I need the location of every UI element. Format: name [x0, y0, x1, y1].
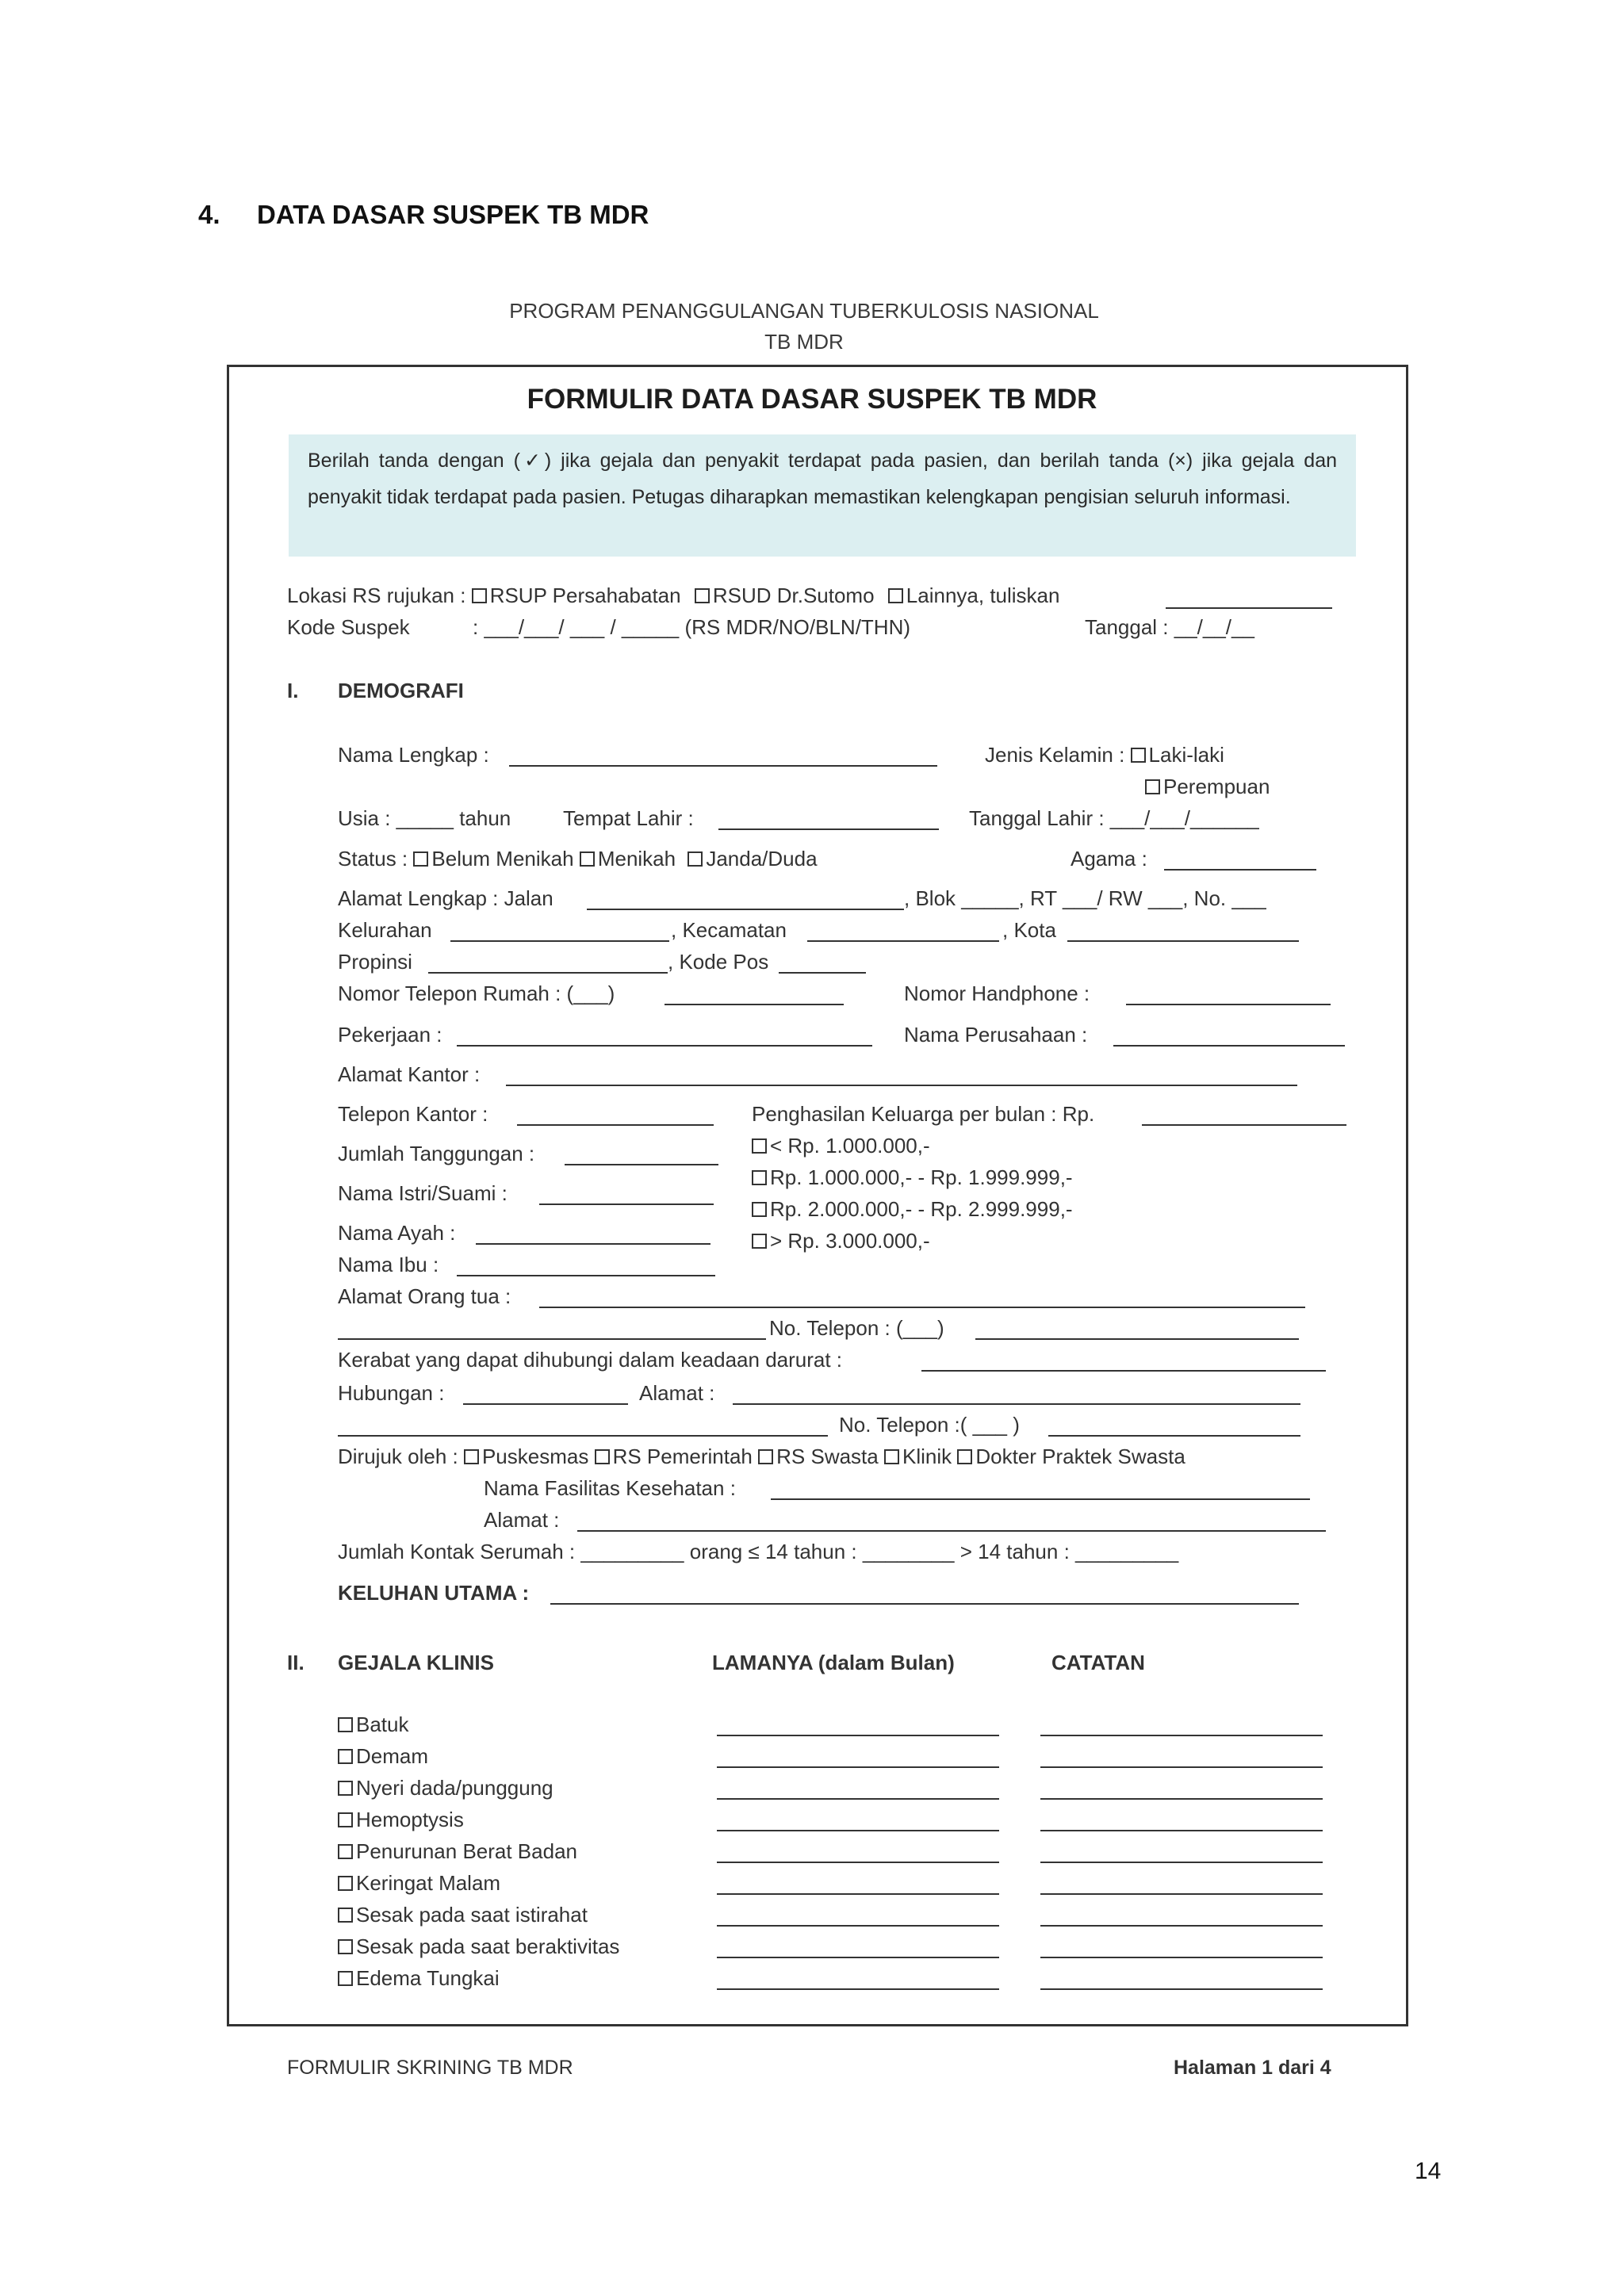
- penghasilan-line[interactable]: [1142, 1124, 1346, 1126]
- income-1-label: < Rp. 1.000.000,-: [770, 1134, 930, 1158]
- rsup-label: RSUP Persahabatan: [489, 584, 681, 607]
- nama-line[interactable]: [509, 765, 937, 767]
- klinik-checkbox[interactable]: [884, 1449, 899, 1464]
- kota-label: , Kota: [1002, 918, 1056, 942]
- kecamatan-label: , Kecamatan: [671, 918, 787, 942]
- catatan-line[interactable]: [1040, 1766, 1323, 1768]
- telp-kantor-label: Telepon Kantor :: [338, 1102, 488, 1126]
- gejala-item: [338, 1903, 588, 1927]
- kodepos-line[interactable]: [779, 972, 866, 974]
- dirujuk-label: Dirujuk oleh :: [338, 1445, 458, 1468]
- gejala-item: [338, 1712, 409, 1737]
- ibu-line[interactable]: [457, 1275, 715, 1276]
- gejala-label: Nyeri dada/punggung: [356, 1776, 553, 1800]
- puskesmas-label: Puskesmas: [481, 1445, 589, 1468]
- hubungan-label: Hubungan :: [338, 1381, 445, 1405]
- ayah-label: Nama Ayah :: [338, 1221, 456, 1245]
- gejala-item: [338, 1744, 428, 1769]
- perusahaan-label: Nama Perusahaan :: [904, 1023, 1088, 1047]
- alamat-kerabat-label: Alamat :: [639, 1381, 715, 1405]
- gejala-number: II.: [287, 1651, 304, 1674]
- gejala-item: [338, 1776, 553, 1800]
- pekerjaan-label: Pekerjaan :: [338, 1023, 442, 1047]
- lainnya-line[interactable]: [1166, 607, 1332, 609]
- blok-field[interactable]: , Blok _____, RT ___/ RW ___, No. ___: [904, 886, 1266, 910]
- lamanya-line[interactable]: [717, 1957, 999, 1958]
- perempuan-checkbox[interactable]: [1145, 779, 1160, 794]
- gejala-item: [338, 1839, 577, 1864]
- gejala-checkbox[interactable]: [338, 1908, 353, 1923]
- telp-kantor-line[interactable]: [517, 1124, 714, 1126]
- rsup-checkbox[interactable]: [472, 588, 487, 603]
- alamat-kerabat-line-2[interactable]: [338, 1435, 828, 1437]
- ortu-line[interactable]: [539, 1307, 1305, 1308]
- tempat-lahir-line[interactable]: [718, 828, 939, 830]
- gejala-checkbox[interactable]: [338, 1971, 353, 1986]
- tanggungan-label: Jumlah Tanggungan :: [338, 1142, 535, 1165]
- kecamatan-line[interactable]: [807, 940, 999, 942]
- rs-swasta-checkbox[interactable]: [758, 1449, 773, 1464]
- rs-swasta-label: RS Swasta: [776, 1445, 879, 1468]
- janda-label: Janda/Duda: [706, 847, 818, 871]
- keluhan-label: KELUHAN UTAMA :: [338, 1581, 530, 1605]
- alamat-label: Alamat Lengkap : Jalan: [338, 886, 553, 910]
- catatan-line[interactable]: [1040, 1798, 1323, 1800]
- klinik-label: Klinik: [902, 1445, 952, 1468]
- tanggungan-line[interactable]: [565, 1164, 718, 1165]
- income-4-checkbox[interactable]: [752, 1234, 767, 1249]
- istri-line[interactable]: [539, 1203, 714, 1205]
- perempuan-row: [1145, 775, 1270, 799]
- agama-label: Agama :: [1071, 847, 1147, 871]
- lamanya-header: LAMANYA (dalam Bulan): [712, 1651, 955, 1674]
- section-title: DATA DASAR SUSPEK TB MDR: [257, 200, 649, 229]
- kerabat-telp-label: No. Telepon :( ___ ): [839, 1413, 1020, 1437]
- alamat-line[interactable]: [587, 909, 904, 910]
- ayah-line[interactable]: [476, 1243, 710, 1245]
- dokter-checkbox[interactable]: [957, 1449, 972, 1464]
- gejala-label: Demam: [356, 1744, 429, 1768]
- income-3-label: Rp. 2.000.000,- - Rp. 2.999.999,-: [770, 1197, 1073, 1221]
- instruction-box: Berilah tanda dengan (✓) jika gejala dan penyakit terdapat pada pasien, dan berilah tanda (×) jika gejala dan penyakit tidak terdapat pada pasien. Petugas diharapkan memastikan kelengkapan pengisian seluruh informasi.: [289, 434, 1356, 557]
- demografi-number: I.: [287, 679, 299, 702]
- income-1-checkbox[interactable]: [752, 1138, 767, 1154]
- catatan-line[interactable]: [1040, 1735, 1323, 1736]
- lamanya-line[interactable]: [717, 1798, 999, 1800]
- fasilitas-label: Nama Fasilitas Kesehatan :: [484, 1476, 736, 1500]
- status-row: [338, 847, 818, 871]
- kode-field[interactable]: : ___/___/ ___ / _____ (RS MDR/NO/BLN/THN): [473, 615, 911, 639]
- gejala-label: Sesak pada saat istirahat: [356, 1903, 588, 1927]
- ortu-line-2[interactable]: [338, 1338, 766, 1340]
- income-3: [752, 1197, 1073, 1222]
- catatan-line[interactable]: [1040, 1957, 1323, 1958]
- lamanya-line[interactable]: [717, 1766, 999, 1768]
- kerabat-line[interactable]: [921, 1370, 1326, 1372]
- gejala-label: Hemoptysis: [356, 1808, 464, 1831]
- fasilitas-line[interactable]: [771, 1498, 1310, 1500]
- status-label: Status :: [338, 847, 408, 871]
- kerabat-label: Kerabat yang dapat dihubungi dalam keadaan darurat :: [338, 1348, 843, 1372]
- gejala-checkbox[interactable]: [338, 1781, 353, 1796]
- form-title: FORMULIR DATA DASAR SUSPEK TB MDR: [527, 384, 1097, 415]
- usia-field[interactable]: Usia : _____ tahun: [338, 806, 511, 830]
- agama-line[interactable]: [1164, 869, 1316, 871]
- gejala-item: [338, 1966, 500, 1991]
- gejala-item: [338, 1934, 619, 1959]
- gejala-checkbox[interactable]: [338, 1939, 353, 1954]
- alamat-kerabat-line[interactable]: [733, 1403, 1300, 1405]
- lamanya-line[interactable]: [717, 1862, 999, 1863]
- janda-checkbox[interactable]: [688, 851, 703, 867]
- rs-pemerintah-checkbox[interactable]: [595, 1449, 610, 1464]
- lamanya-line[interactable]: [717, 1988, 999, 1990]
- laki-checkbox[interactable]: [1131, 748, 1146, 763]
- lamanya-line[interactable]: [717, 1925, 999, 1927]
- ortu-label: Alamat Orang tua :: [338, 1284, 511, 1308]
- penghasilan-label: Penghasilan Keluarga per bulan : Rp.: [752, 1102, 1095, 1126]
- gejala-title: GEJALA KLINIS: [338, 1651, 494, 1674]
- hubungan-line[interactable]: [463, 1403, 628, 1405]
- income-1: [752, 1134, 930, 1158]
- gejala-label: Batuk: [356, 1712, 409, 1736]
- perusahaan-line[interactable]: [1113, 1045, 1345, 1047]
- tanggal-field[interactable]: Tanggal : __/__/__: [1085, 615, 1254, 639]
- propinsi-line[interactable]: [428, 972, 668, 974]
- gejala-checkbox[interactable]: [338, 1812, 353, 1827]
- income-2-label: Rp. 1.000.000,- - Rp. 1.999.999,-: [770, 1165, 1073, 1189]
- kota-line[interactable]: [1067, 940, 1299, 942]
- income-3-checkbox[interactable]: [752, 1202, 767, 1217]
- gejala-item: [338, 1808, 464, 1832]
- kerabat-telp-line[interactable]: [1048, 1435, 1300, 1437]
- dirujuk-row: [338, 1445, 1185, 1469]
- rs-pemerintah-label: RS Pemerintah: [612, 1445, 753, 1468]
- gejala-checkbox[interactable]: [338, 1876, 353, 1891]
- lokasi-row: [287, 584, 1059, 608]
- lamanya-line[interactable]: [717, 1830, 999, 1831]
- footer-page-info: Halaman 1 dari 4: [1174, 2057, 1331, 2079]
- ibu-label: Nama Ibu :: [338, 1253, 439, 1276]
- propinsi-label: Propinsi: [338, 950, 412, 974]
- gejala-label: Keringat Malam: [356, 1871, 501, 1895]
- income-2-checkbox[interactable]: [752, 1170, 767, 1185]
- catatan-line[interactable]: [1040, 1862, 1323, 1863]
- kelurahan-label: Kelurahan: [338, 918, 432, 942]
- telp-rumah-line[interactable]: [665, 1004, 844, 1005]
- kontak-serumah-field[interactable]: Jumlah Kontak Serumah : _________ orang ≤ 14 tahun : ________ > 14 tahun : _________: [338, 1540, 1179, 1563]
- dokter-label: Dokter Praktek Swasta: [975, 1445, 1185, 1468]
- page-number: 14: [1415, 2158, 1442, 2184]
- catatan-line[interactable]: [1040, 1893, 1323, 1895]
- kodepos-label: , Kode Pos: [668, 950, 769, 974]
- gejala-label: Sesak pada saat beraktivitas: [356, 1934, 620, 1958]
- income-2: [752, 1165, 1073, 1190]
- program-name: PROGRAM PENANGGULANGAN TUBERKULOSIS NASIONAL: [509, 299, 1099, 323]
- alamat-kantor-label: Alamat Kantor :: [338, 1062, 481, 1086]
- belum-menikah-label: Belum Menikah: [431, 847, 574, 871]
- pekerjaan-line[interactable]: [457, 1045, 872, 1047]
- gejala-checkbox[interactable]: [338, 1749, 353, 1764]
- laki-label: Laki-laki: [1148, 743, 1224, 767]
- alamat-fasilitas-line[interactable]: [577, 1530, 1326, 1532]
- catatan-line[interactable]: [1040, 1925, 1323, 1927]
- gejala-label: Penurunan Berat Badan: [356, 1839, 577, 1863]
- section-number: 4.: [198, 200, 220, 229]
- ortu-telp-line[interactable]: [975, 1338, 1299, 1340]
- catatan-line[interactable]: [1040, 1988, 1323, 1990]
- telp-rumah-label: Nomor Telepon Rumah : (___): [338, 982, 615, 1005]
- rsud-checkbox[interactable]: [695, 588, 710, 603]
- gejala-item: [338, 1871, 500, 1896]
- income-4-label: > Rp. 3.000.000,-: [770, 1229, 930, 1253]
- lamanya-line[interactable]: [717, 1893, 999, 1895]
- demografi-title: DEMOGRAFI: [338, 679, 464, 702]
- catatan-line[interactable]: [1040, 1830, 1323, 1831]
- hp-line[interactable]: [1126, 1004, 1331, 1005]
- menikah-label: Menikah: [597, 847, 676, 871]
- rsud-label: RSUD Dr.Sutomo: [712, 584, 875, 607]
- kode-label: Kode Suspek: [287, 615, 410, 639]
- lamanya-line[interactable]: [717, 1735, 999, 1736]
- gejala-checkbox[interactable]: [338, 1717, 353, 1732]
- lokasi-label: Lokasi RS rujukan :: [287, 584, 466, 607]
- perempuan-label: Perempuan: [1163, 775, 1270, 798]
- tempat-lahir-label: Tempat Lahir :: [563, 806, 694, 830]
- hp-label: Nomor Handphone :: [904, 982, 1090, 1005]
- lainnya-label: Lainnya, tuliskan: [906, 584, 1060, 607]
- catatan-header: CATATAN: [1051, 1651, 1145, 1674]
- footer-form-name: FORMULIR SKRINING TB MDR: [287, 2057, 573, 2079]
- keluhan-line[interactable]: [550, 1603, 1299, 1605]
- alamat-fasilitas-label: Alamat :: [484, 1508, 560, 1532]
- income-4: [752, 1229, 930, 1253]
- belum-menikah-checkbox[interactable]: [413, 851, 428, 867]
- istri-label: Nama Istri/Suami :: [338, 1181, 508, 1205]
- program-subtitle: TB MDR: [764, 330, 844, 354]
- tanggal-lahir-field[interactable]: Tanggal Lahir : ___/___/______: [969, 806, 1259, 830]
- ortu-telp-label: No. Telepon : (___): [769, 1316, 944, 1340]
- jk-row: [985, 743, 1224, 767]
- gejala-label: Edema Tungkai: [356, 1966, 500, 1990]
- nama-label: Nama Lengkap :: [338, 743, 489, 767]
- jk-label: Jenis Kelamin :: [985, 743, 1125, 767]
- menikah-checkbox[interactable]: [580, 851, 595, 867]
- alamat-kantor-line[interactable]: [506, 1085, 1297, 1086]
- lainnya-checkbox[interactable]: [888, 588, 903, 603]
- kelurahan-line[interactable]: [450, 940, 669, 942]
- gejala-checkbox[interactable]: [338, 1844, 353, 1859]
- puskesmas-checkbox[interactable]: [464, 1449, 479, 1464]
